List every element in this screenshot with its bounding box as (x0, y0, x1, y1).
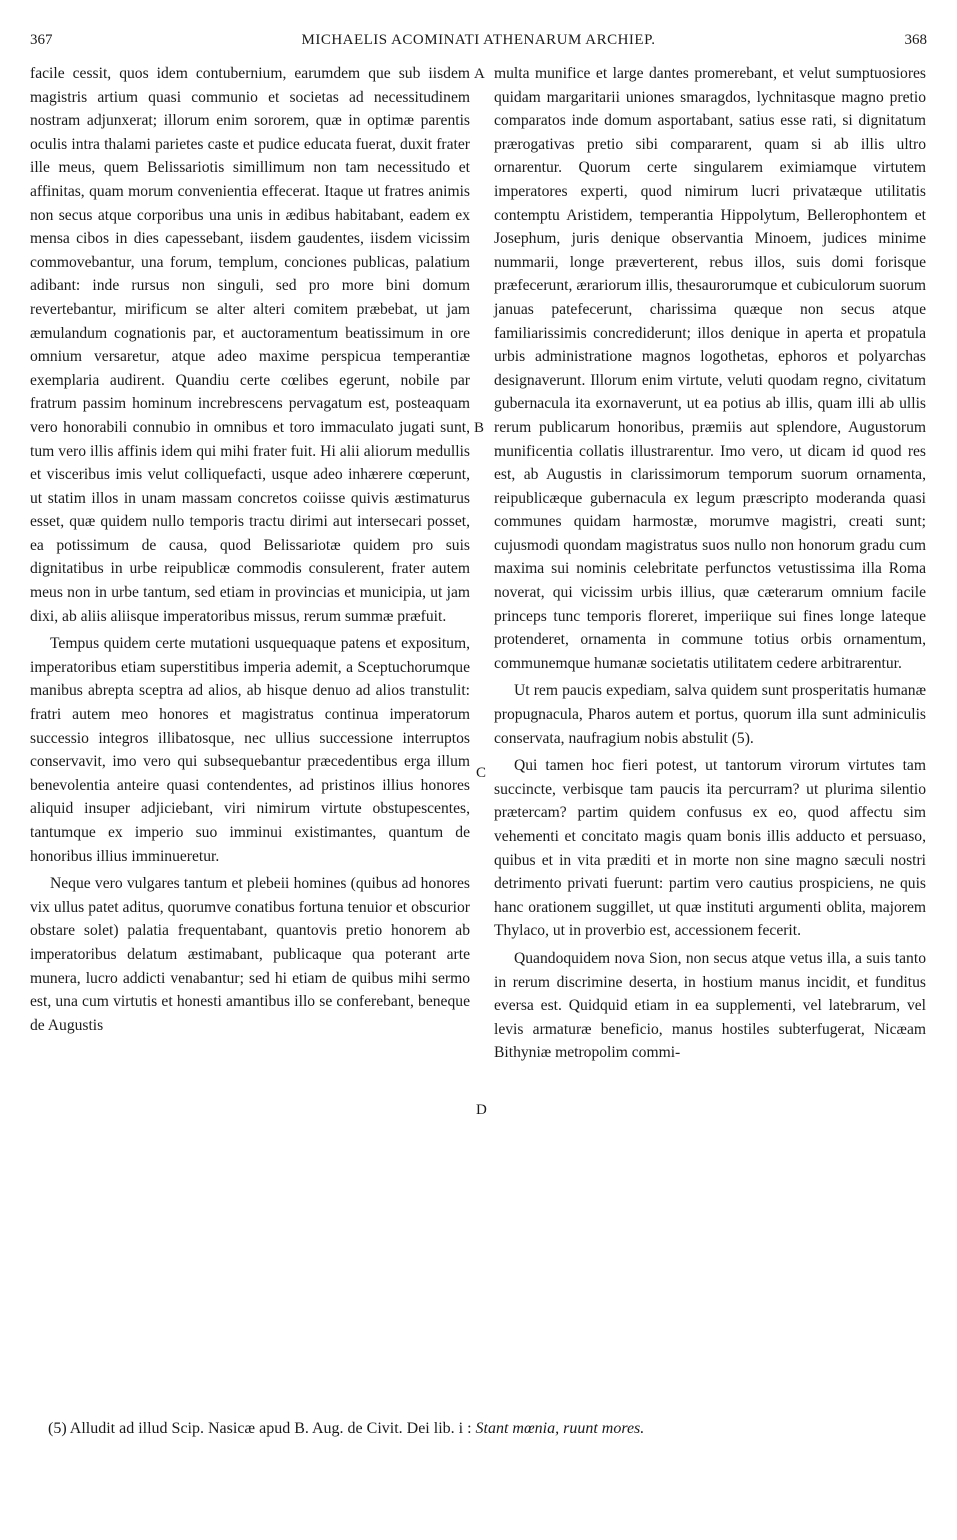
margin-marker-a: A (474, 66, 485, 82)
right-paragraph-3: Qui tamen hoc fieri potest, ut tantorum virorum virtutes tam succincte, verbisque tam paucis ita percurram? ut plurima silentio prætercam? partim quidem confusus ex eo, quod affectu sim vehementi et concitato magis quam bonis illis adducto et persuaso, quibus et in vita præditi et in morte non sine magno sæculi nostri detrimento privati fuerunt: partim vero cautius prospiciens, ne quis hanc orationem suggillet, ut quæ instituti argumenti oblita, majorem Thylaco, ut in proverbio est, accessionem fecerit. (494, 757, 926, 940)
running-title: MICHAELIS ACOMINATI ATHENARUM ARCHIEP. (301, 32, 656, 48)
margin-marker-d: D (476, 1102, 487, 1118)
page-number-right: 368 (904, 32, 927, 48)
left-paragraph-1: facile cessit, quos idem contubernium, earumdem que sub iisdem magistris artium quasi communio et societas ad necessitudinem nostram adjunxerat; illorum enim sororem, quæ in optimæ parentis oculis intra thalami parietes caste et pudice educata fuerat, duxit frater ille meus, quem Belissariotis simillimum non tam necessitudo et affinitas, quam morum convenientia effecerat. Itaque ut fratres animis non secus atque corporibus una unis in ædibus habitabant, eadem ex mensa cibos in dies capessebant, iisdem gaudentes, iisdem vicissim commovebantur, una forum, templum, conciones publicas, palatium adibant: inde rursus non singuli, sed pro more bini domum revertebantur, mirificum se alter alteri comitem præbebat, ut jam æmulandum cognationis par, et auctoramentum beatissimum in ore omnium versaretur, atque adeo maxime perspicua temperantiæ exemplaria audirent. Quandiu certe cœlibes egerunt, nobile par fratrum passim hominum increbrescens pervagatum est, posteaquam vero honorabili connubio in omnibus et toro immaculato jugati sunt, tum vero illis affinis idem qui mihi frater fuit. Hi alii aliorum medullis et visceribus imis velut colliquefacti, usque adeo inhærere cœperunt, ut statim illos in unam massam concretos coiisse quivis æstimaturus esset, quæ quidem nullo temporis tractu dirimi aut intersecari posset, ea potissimum de causa, quod Belissariotæ quidem pro suis dignitatibus in urbe reipublicæ commodis consulerent, frater autem meus non in urbe tantum, sed etiam in provincias et municipia, ut jam dixi, ab aliis aliisque imperatoribus missus, rerum summæ præfuit. (30, 65, 470, 625)
right-paragraph-4: Quandoquidem nova Sion, non secus atque vetus illa, a suis tanto in rerum discrimine deserta, in hostium manus incidit, et funditus eversa est. Quidquid etiam in ea supplementi, vel latebrarum, vel levis armaturæ beneficio, manus hostiles subterfugerat, Nicæam Bithyniæ metropolim commi- (494, 949, 926, 1062)
footnote (48, 1418, 928, 1440)
margin-marker-b: B (474, 420, 485, 436)
footnote-quote: Stant mœnia, ruunt mores. (475, 1420, 645, 1437)
footnote-text: (5) Alludit ad illud Scip. Nasicæ apud B. Aug. de Civit. Dei lib. i : (48, 1420, 476, 1437)
right-paragraph-1: multa munifice et large dantes promerebant, et velut sumptuosiores quidam margaritarii uniones smaragdos, lychnitasque magno pretio comparatos inde domum asportabant, satius esse rati, si dignitatum prærogativas pretio sibi compararent, quam si ab illis ultro ornarentur. Quorum certe singularem eximiamque virtutem imperatores experti, quod nimirum lucri privatæque utilitatis contemptu Aristidem, temperantia Hippolytum, Bellerophontem et Josephum, juris denique observantia Minoem, judices minime nummarii, longe præverterent, rebus illos, suis domi forisque præfecerunt, ærariorum illis, thesaurorumque et cubiculorum suorum januas patefecerunt, charissima quæque non secus atque familiarissimis concrediderunt; illos denique in aperta et propatula urbis administratione magnos logothetas, ephoros et polyarchas designaverunt. Illorum enim virtute, veluti quodam regno, civitatum gubernacula ita exornaverunt, ut ea potius ab illis, quam illi ab ullis rerum publicarum honoribus, præmiis aut splendore, Augustorum munificentia collatis illustrarentur. Imo vero, ut dicam id quod res est, ab Augustis in clarissimorum temporum suorum ornamenta, reipublicæque gubernacula ex legum præscripto moderanda quasi communes quidam harmostæ, morumve magistri, creati sunt; cujusmodi quondam magistratus suos nullo non honorum gradu cum maxima sui nominis celebritate perfunctos vetustissima illa Roma noverat, qui vicissim urbis illius, quæ cæterarum omnium facile princeps tunc temporis floreret, imperiique sui fines longe lateque protenderet, ornamenta in commune totius orbis ornamentum, communemque humanæ societatis utilitatem cedere arbitrarentur. (494, 65, 926, 672)
right-column (494, 62, 926, 1065)
left-paragraph-2: Tempus quidem certe mutationi usquequaque patens et expositum, imperatoribus etiam superstitibus imperia ademit, a Sceptuchorumque manibus abrepta sceptra ad alios, ab hisque denuo ad alios transtulit: fratri autem meo honores et magistratus continua imperatorum successio integros illibatosque, nec ullius successione interruptos conservavit, imo vero qui subsequebantur præcedentibus erga illum benevolentia anteire quasi contendentes, ad pristinos illius honores aliquid insuper adjiciebant, viri nimirum virtute obstupescentes, tantumque ex imperio suo imminui existimantes, quantum de honoribus illius imminueretur. (30, 635, 470, 865)
page-number-left: 367 (30, 32, 53, 48)
left-column (30, 62, 470, 1037)
right-paragraph-2: Ut rem paucis expediam, salva quidem sunt prosperitatis humanæ propugnacula, Pharos autem et portus, quorum illa sunt adminiculis conservata, naufragium nobis abstulit (5). (494, 682, 926, 747)
margin-marker-c: C (476, 765, 487, 781)
left-paragraph-3: Neque vero vulgares tantum et plebeii homines (quibus ad honores vix ullus patet aditus, quorumve conatibus fortuna tenuior et obscurior obstare solet) palatia frequentabant, quantovis pretio honorem ab imperatoribus delatum æstimabant, publicaque qua poterant arte munera, lucro addicti venabantur; sed hi etiam de quibus mihi sermo est, una cum virtutis et honesti amantibus illo se conferebant, beneque de Augustis (30, 875, 470, 1034)
page-header (30, 32, 927, 54)
